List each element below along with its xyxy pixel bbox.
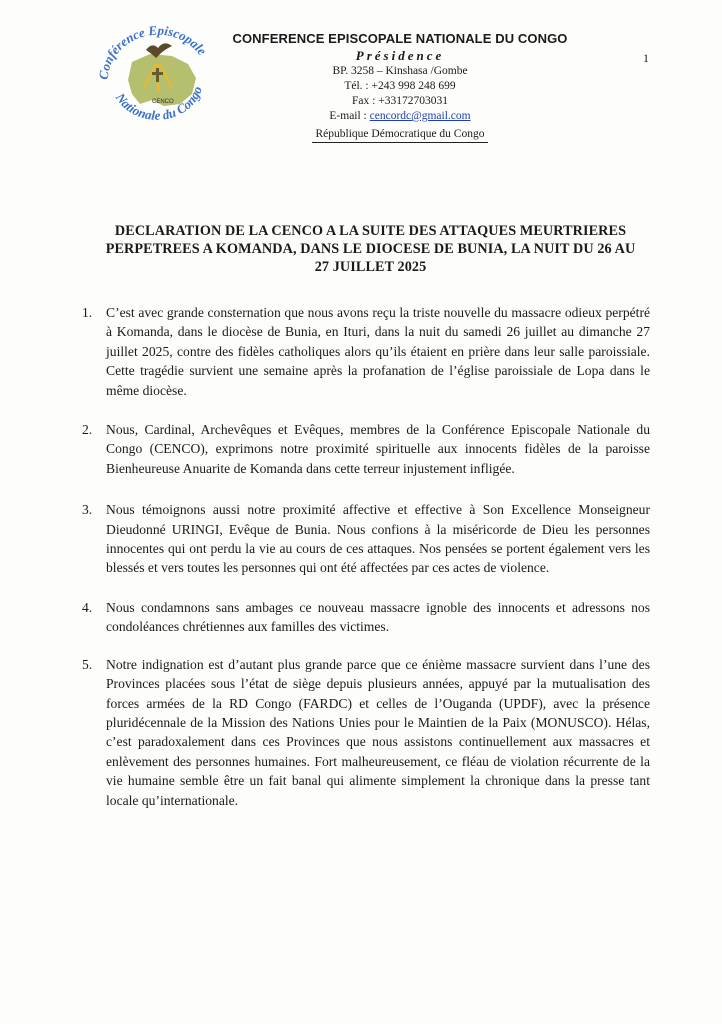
paragraph-number: 3. (82, 502, 93, 518)
paragraph-number: 4. (82, 599, 93, 615)
paragraph-text: Nous, Cardinal, Archevêques et Evêques, membres de la Conférence Episcopale Nationale du Congo (CENCO), exprimons notre proximité spirituelle aux innocents fidèles de la paroisse Bienheureuse Anuarite de Komanda dans cette terreur injustement infligée. (106, 422, 650, 476)
list-item (70, 420, 650, 478)
logo-ring-text-top: Conférence Episcopale (95, 24, 210, 81)
postal-box: BP. 3258 – Kinshasa /Gombe (332, 65, 468, 77)
paragraph-text: Nous témoignons aussi notre proximité affective et effective à Son Excellence Monseigneur Dieudonné URINGI, Evêque de Bunia. Nous confions à la miséricorde de Dieu les personnes innocentes qui ont perdu la vie au cours de ces attaques. Nos pensées se portent également vers les blessés et vers toutes les personnes qui ont été affectées par ces actes de violence. (106, 502, 650, 576)
logo-ring-text-bottom: Nationale du Congo (112, 84, 205, 123)
paragraph-text: Notre indignation est d’autant plus grande parce que ce énième massacre survient dans l’une des Provinces placées sous l’état de siège depuis plusieurs années, appuyé par la mutualisation des forces armées de la RD Congo (FARDC) et celles de l’Ouganda (UPDF), avec la présence pluridécennale de la Mission des Nations Unies pour le Maintien de la Paix (MONUSCO). Hélas, c’est paradoxalement dans ces Provinces que nous assistons continuellement aux massacres et enlèvement des personnes humaines. Fort malheureusement, ce fléau de violation récurrente de la vie humaine semble être un fait banal qui alimente simplement la chronique dans la presse tant locale qu’internationale. (106, 656, 650, 808)
paragraph-text: C’est avec grande consternation que nous avons reçu la triste nouvelle du massacre odieux perpétré à Komanda, dans le diocèse de Bunia, en Ituri, dans la nuit du samedi 26 juillet au dimanche 27 juillet 2025, contre des fidèles catholiques alors qu’ils étaient en prière dans leur salle paroissiale. Cette tragédie survient une semaine après la profanation de l’église paroissiale de Lopa dans le même diocèse. (106, 305, 650, 398)
list-item (70, 500, 650, 578)
declaration-body (70, 303, 650, 810)
cenco-logo-icon (92, 24, 222, 134)
list-item (70, 655, 650, 810)
paragraph-text: Nous condamnons sans ambages ce nouveau massacre ignoble des innocents et adressons nos condoléances chrétiennes aux familles des victimes. (106, 599, 650, 635)
email-link[interactable]: cencordc@gmail.com (369, 110, 471, 122)
country-name: République Démocratique du Congo (312, 126, 489, 143)
paragraph-number: 2. (82, 422, 93, 438)
email-label: E-mail : (329, 110, 370, 122)
presidence-label: Présidence (355, 48, 445, 63)
list-item (70, 303, 650, 400)
logo-inner-text: CENCO (152, 99, 174, 105)
fax: Fax : +33172703031 (352, 95, 448, 107)
organization-name: CONFERENCE EPISCOPALE NATIONALE DU CONGO (232, 31, 568, 46)
telephone: Tél. : +243 998 248 699 (344, 80, 456, 92)
paragraph-number: 1. (82, 305, 93, 320)
page-number: 1 (643, 51, 649, 65)
email-line (220, 109, 580, 124)
list-item (70, 598, 650, 637)
letterhead (220, 31, 580, 143)
paragraph-number: 5. (82, 656, 93, 672)
declaration-title: DECLARATION DE LA CENCO A LA SUITE DES ATTAQUES MEURTRIERES PERPETREES A KOMANDA, DANS LE DIOCESE DE BUNIA, LA NUIT DU 26 AU 27 JUILLET 2025 (105, 223, 636, 275)
